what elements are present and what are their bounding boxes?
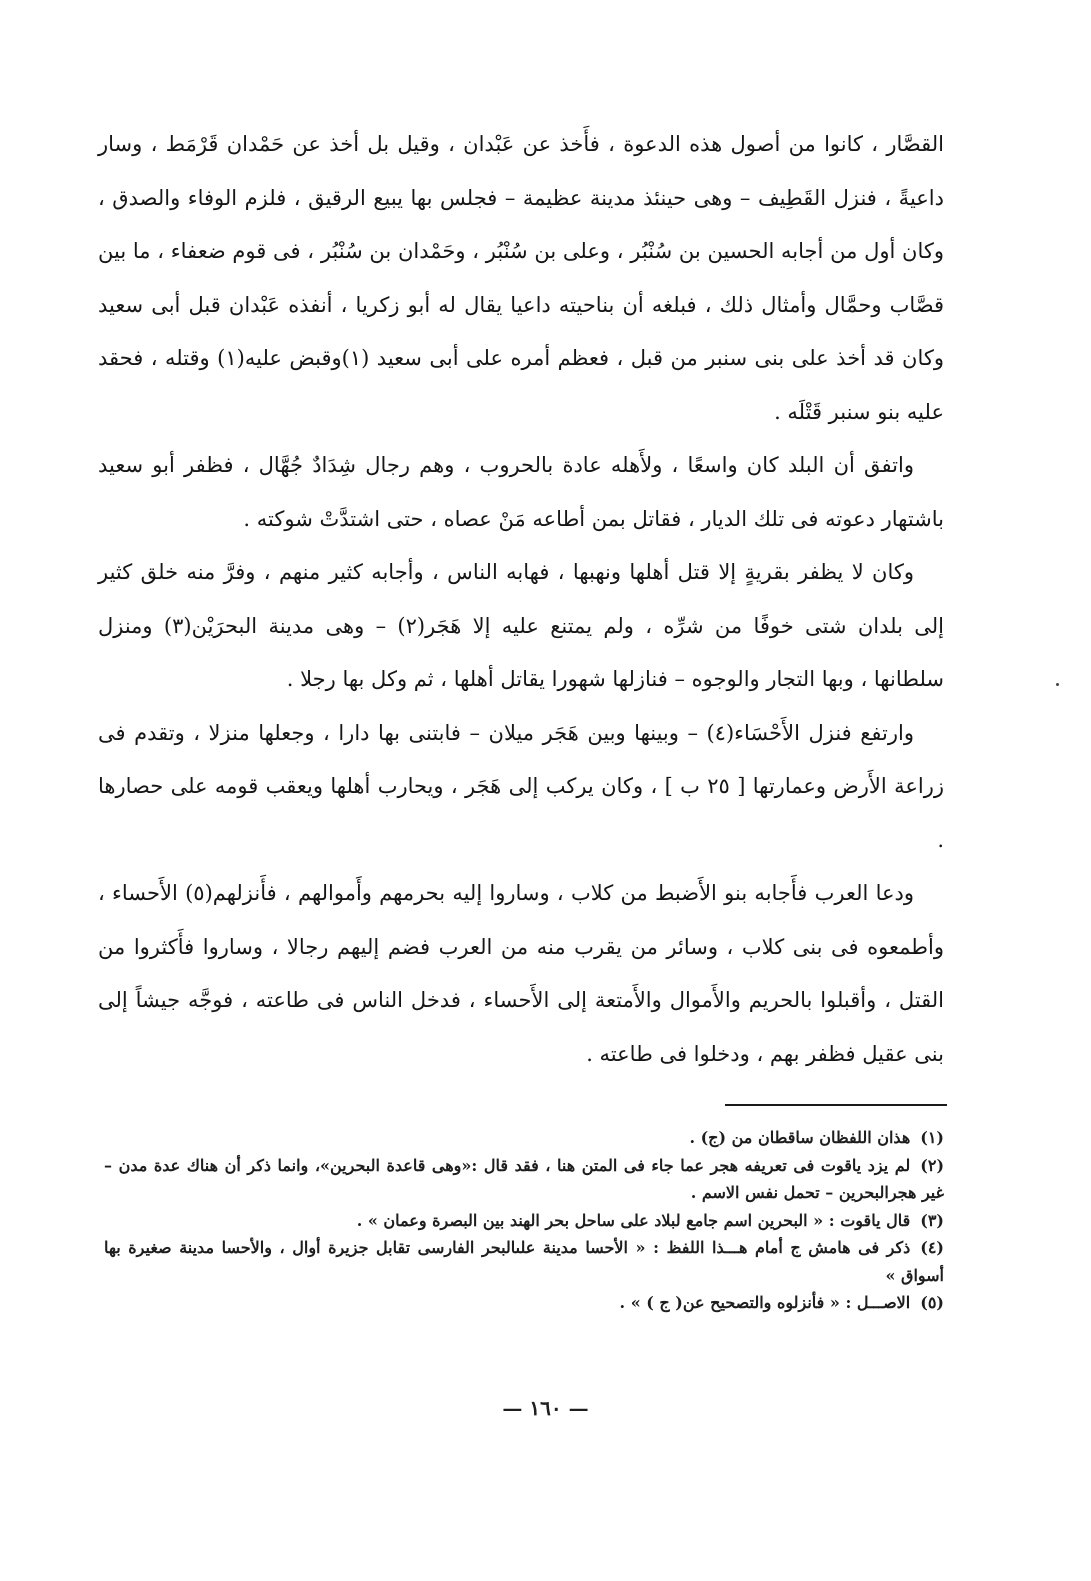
footnote-number: (١) bbox=[920, 1128, 944, 1147]
footnote-text: هذان اللفظان ساقطان من (ج) . bbox=[689, 1128, 911, 1147]
paragraph: القصَّار ، كانوا من أصول هذه الدعوة ، فأَخذ عن عَبْدان ، وقيل بل أخذ عن حَمْدان قَرْمَط ، وسار داعيةً ، فنزل القَطِيف – وهى حينئذ مدينة عظيمة – فجلس بها يبيع الرقيق ، فلزم الوفاء والصدق ، وكان أول من أجابه الحسين بن سُنْبُر ، وعلى بن سُنْبُر ، وحَمْدان بن سُنْبُر ، فى قوم ضعفاء ، ما بين قصَّاب وحمَّال وأمثال ذلك ، فبلغه أن بناحيته داعيا يقال له أبو زكريا ، أنفذه عَبْدان قبل أبى سعيد وكان قد أخذ على بنى سنبر من قبل ، فعظم أمره على أبى سعيد (١)وقبض عليه(١) وقتله ، فحقد عليه بنو سنبر قَتْلَه . bbox=[98, 132, 944, 424]
footnote-number: (٢) bbox=[920, 1155, 945, 1175]
footnote-number: (٤) bbox=[920, 1238, 944, 1257]
paragraph: وارتفع فنزل الأَحْسَاء(٤) – وبينها وبين هَجَر ميلان – فابتنى بها دارا ، وجعلها منزلا ، وتقدم فى زراعة الأَرض وعمارتها [ ٢٥ ب ] ، وكان يركب إلى هَجَر ، ويحارب أهلها ويعقب قومه على حصارها . bbox=[98, 720, 945, 852]
paragraph: وكان لا يظفر بقريةٍ إلا قتل أهلها ونهبها ، فهابه الناس ، وأجابه كثير منهم ، وفرَّ منه خلق كثير إلى بلدان شتى خوفًا من شرِّه ، ولم يمتنع عليه إلا هَجَر(٢) – وهى مدينة البحرَيْن(٣) ومنزل سلطانها ، وبها التجار والوجوه – فنازلها شهورا يقاتل أهلها ، ثم وكل بها رجلا . bbox=[98, 560, 944, 691]
footnote-text: قال ياقوت : « البحرين اسم جامع لبلاد على ساحل بحر الهند بين البصرة وعمان » . bbox=[356, 1210, 911, 1230]
footnote-number: (٥) bbox=[920, 1293, 944, 1312]
footnote-text: الاصـــل : « فأنزلوه والتصحيح عن( ج ) » . bbox=[619, 1293, 911, 1312]
paragraph: واتفق أن البلد كان واسعًا ، ولأَهله عادة بالحروب ، وهم رجال شِدَادٌ جُهَّال ، فظفر أبو سعيد باشتهار دعوته فى تلك الديار ، فقاتل بمن أطاعه مَنْ عصاه ، حتى اشتدَّتْ شوكته . bbox=[98, 453, 944, 531]
footnote bbox=[104, 1152, 944, 1207]
footnote-number: (٣) bbox=[920, 1210, 944, 1230]
footnotes bbox=[104, 1124, 944, 1317]
paragraph: ودعا العرب فأَجابه بنو الأَضبط من كلاب ، وساروا إليه بحرمهم وأَموالهم ، فأَنزلهم(٥) الأَحساء ، وأطمعوه فى بنى كلاب ، وسائر من يقرب منه من العرب فضم إليهم رجالا ، وساروا فأَكثروا من القتل ، وأقبلوا بالحريم والأَموال والأَمتعة إلى الأَحساء ، فدخل الناس فى طاعته ، فوجَّه جيشاً إلى بنى عقيل فظفر بهم ، ودخلوا فى طاعته . bbox=[98, 881, 944, 1066]
footnote-text: لم يزد ياقوت فى تعريفه هجر عما جاء فى المتن هنا ، فقد قال :«وهى قاعدة البحرين»، وانما ذكر أن هناك عدة مدن – غير هجرالبحرين – تحمل نفس الاسم . bbox=[104, 1155, 944, 1202]
footnote bbox=[104, 1124, 944, 1152]
footnote bbox=[104, 1207, 944, 1235]
footnote-text: ذكر فى هامش ج أمام هـــذا اللفظ : « الأحسا مدينة علىالبحر الفارسى تقابل جزيرة أوال ، والأحسا مدينة صغيرة بها أسواق » bbox=[104, 1238, 944, 1285]
footnote bbox=[104, 1289, 944, 1317]
scan-speck bbox=[1056, 683, 1059, 686]
page-number: — ١٦٠ — bbox=[502, 1396, 589, 1420]
footnote-divider bbox=[725, 1104, 947, 1106]
main-text bbox=[98, 118, 944, 1081]
footnote bbox=[104, 1234, 944, 1289]
